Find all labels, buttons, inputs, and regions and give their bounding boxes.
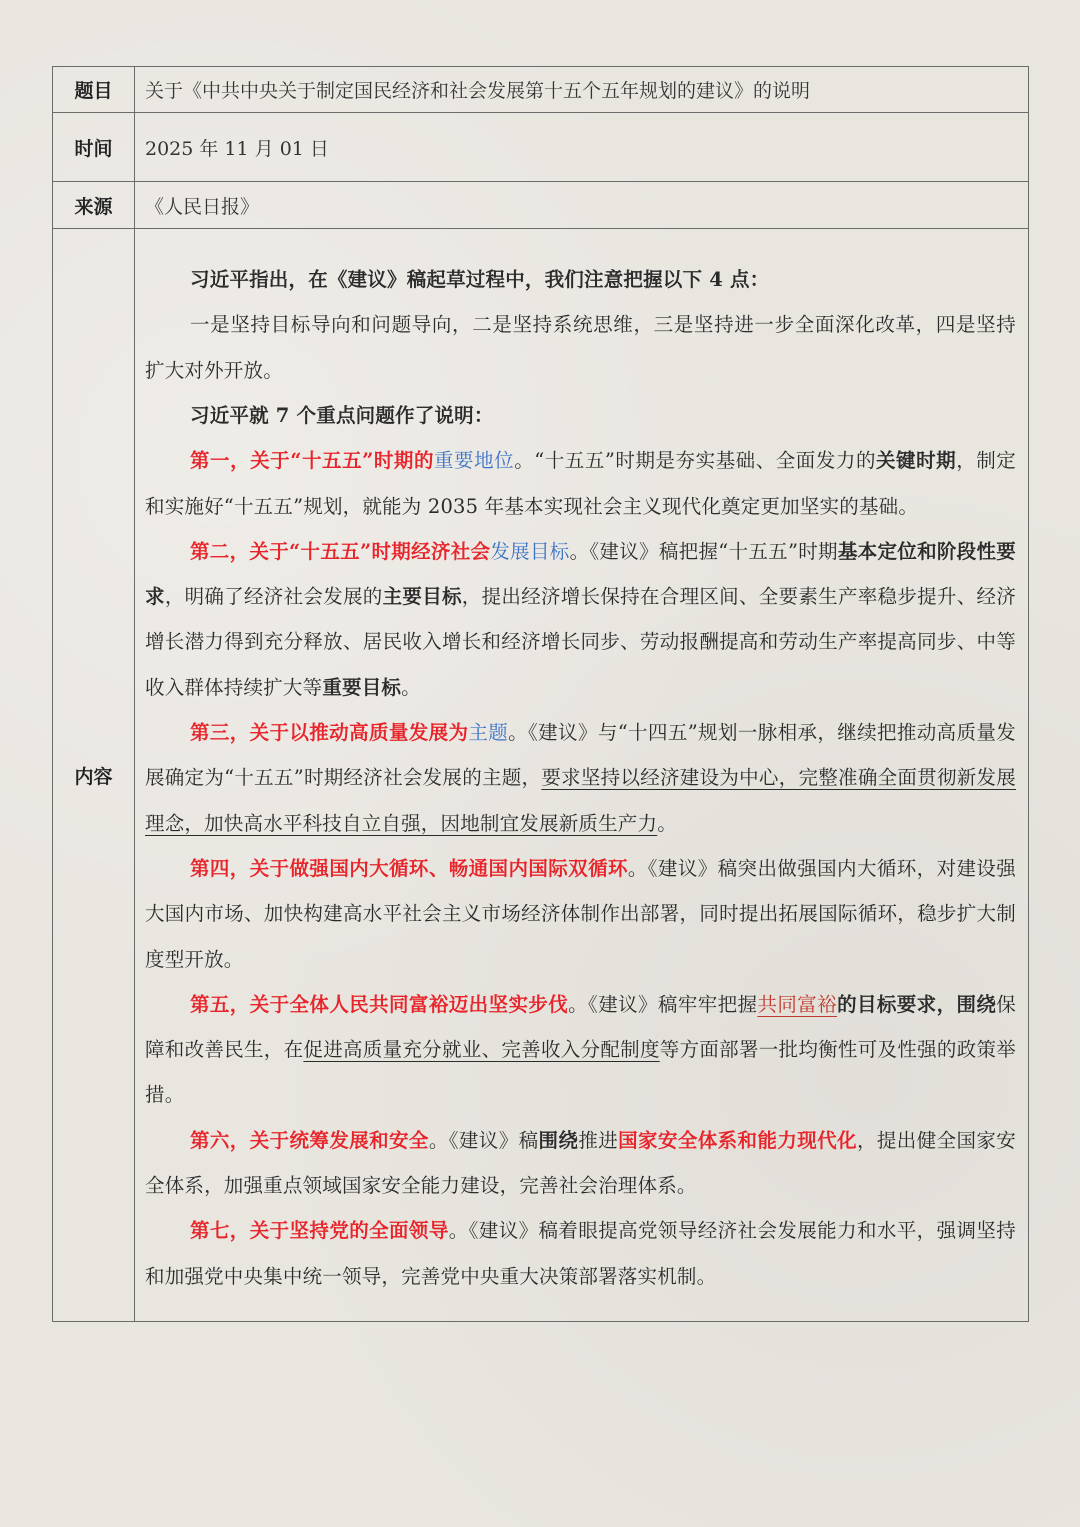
section-6-text-3: ，提出健全国家安全体系，加强重点领域国家安全能力建设，完善社会治理体系。 [145,1128,1017,1198]
section-5 [145,982,1016,1118]
section-5-text-3: 等方面部署一批均衡性可及性强的政策举措。 [145,1038,1016,1107]
section-5-bold-1: 的目标要求，围绕 [837,992,997,1016]
section-2 [145,529,1016,710]
section-7-text-1: 。《建议》稿着眼提高党领导经济社会发展能力和水平，强调坚持和加强党中央集中统一领导，完善党中央重大决策部署落实机制。 [145,1219,1016,1288]
intro-paragraph: 习近平指出，在《建议》稿起草过程中，我们注意把握以下 4 点： [190,268,770,292]
seven-issues-intro: 习近平就 7 个重点问题作了说明： [190,403,494,427]
time-row [53,113,1029,182]
section-2-bold-1: 基本定位和阶段性要求 [145,539,1016,609]
section-4-heading: 第四，关于做强国内大循环、畅通国内国际双循环 [190,856,628,880]
section-2-bold-2: 主要目标 [382,585,462,609]
section-3 [145,710,1016,846]
section-2-text-2: ，明确了经济社会发展的 [164,585,383,609]
content-label: 内容 [53,229,135,1322]
source-value: 《人民日报》 [135,182,1029,229]
section-1-heading: 第一，关于“十五五”时期的 [190,449,435,473]
section-1-text-2: ，制定和实施好“十五五”规划，就能为 2035 年基本实现社会主义现代化奠定更加坚实的基础。 [145,449,1016,518]
section-5-text-2: 保障和改善民生，在 [145,992,1016,1062]
section-6-bold-1: 围绕 [538,1128,579,1152]
info-table [52,66,1029,1322]
time-label: 时间 [53,113,135,182]
section-2-heading-blue: 发展目标 [490,539,570,563]
section-3-text-1: 。《建议》与“十四五”规划一脉相承，继续把推动高质量发展确定为“十五五”时期经济社会发展的主题， [145,721,1017,790]
title-value: 关于《中共中央关于制定国民经济和社会发展第十五个五年规划的建议》的说明 [135,67,1029,113]
section-6-text-1: 。《建议》稿 [428,1128,539,1152]
section-3-underlined: 要求坚持以经济建设为中心，完整准确全面贯彻新发展理念，加快高水平科技自立自强，因地制宜发展新质生产力 [145,766,1016,835]
section-1-bold-1: 关键时期 [876,449,957,473]
content-body [135,229,1029,1322]
section-1 [145,438,1016,529]
section-7 [145,1208,1016,1299]
source-label: 来源 [53,182,135,229]
title-label: 题目 [53,67,135,113]
section-6 [145,1118,1016,1209]
section-1-text-1: 。“十五五”时期是夯实基础、全面发力的 [514,449,876,473]
section-5-underlined-1: 共同富裕 [757,992,838,1016]
section-3-text-2: 。 [657,811,677,835]
source-row [53,182,1029,229]
section-2-heading: 第二，关于“十五五”时期经济社会 [190,539,491,563]
section-2-text-4: 。 [401,675,421,699]
section-5-text-1: 。《建议》稿牢牢把握 [568,992,758,1016]
section-1-heading-blue: 重要地位 [434,449,515,473]
section-2-text-3: ，提出经济增长保持在合理区间、全要素生产率稳步提升、经济增长潜力得到充分释放、居民收入增长和经济增长同步、劳动报酬提高和劳动生产率提高同步、中等收入群体持续扩大等 [145,585,1017,699]
time-value: 2025 年 11 月 01 日 [135,113,1029,182]
section-6-red-1: 国家安全体系和能力现代化 [618,1128,857,1152]
section-3-heading-blue: 主题 [468,721,509,745]
content-row [53,229,1029,1322]
section-4 [145,846,1016,982]
section-6-text-2: 推进 [578,1128,619,1152]
four-points-paragraph: 一是坚持目标导向和问题导向，二是坚持系统思维，三是坚持进一步全面深化改革，四是坚持扩大对外开放。 [145,313,1016,382]
section-6-heading: 第六，关于统筹发展和安全 [190,1128,429,1152]
title-row [53,67,1029,113]
section-5-underlined-2: 促进高质量充分就业、完善收入分配制度 [303,1038,660,1062]
section-2-bold-3: 重要目标 [322,675,402,699]
section-7-heading: 第七，关于坚持党的全面领导 [190,1219,449,1243]
section-5-heading: 第五，关于全体人民共同富裕迈出坚实步伐 [190,992,569,1016]
section-3-heading: 第三，关于以推动高质量发展为 [190,721,469,745]
section-2-text-1: 。《建议》稿把握“十五五”时期 [569,539,838,563]
section-4-text-1: 。《建议》稿突出做强国内大循环，对建设强大国内市场、加快构建高水平社会主义市场经济体制作出部署，同时提出拓展国际循环，稳步扩大制度型开放。 [145,856,1016,971]
